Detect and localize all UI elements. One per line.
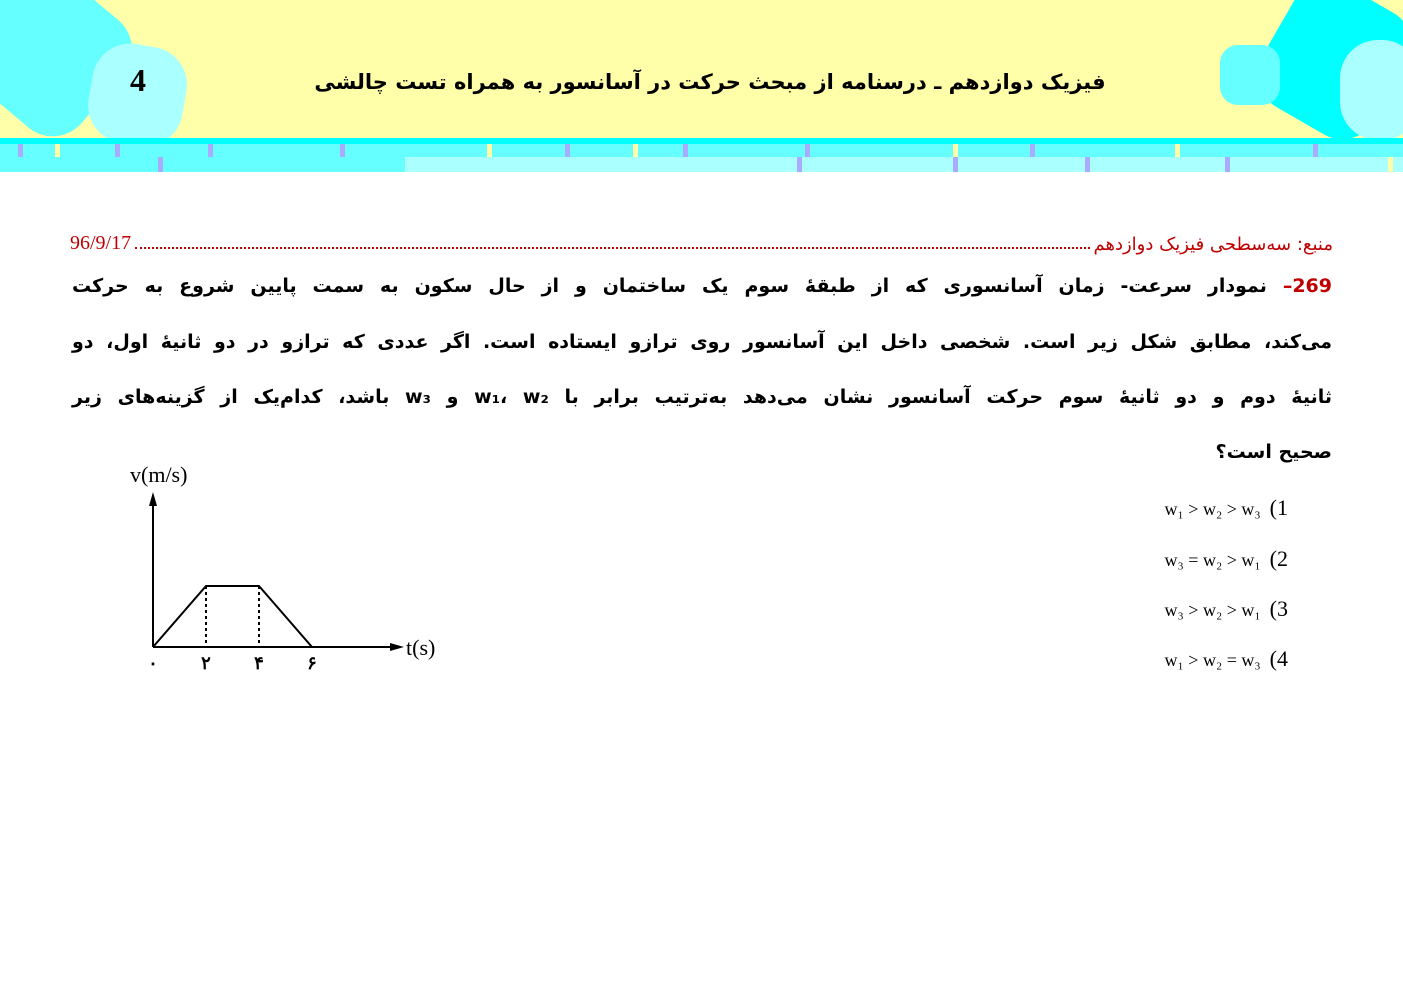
decor-shape <box>1220 45 1280 105</box>
decor-shape <box>1340 40 1403 140</box>
option-expr: w₁ > w₂ > w₃ <box>1164 499 1261 519</box>
question-line-3: ثانیهٔ دوم و دو ثانیهٔ سوم حرکت آسانسور نشان می‌دهد به‌ترتیب برابر با w₁، w₂ و w₃ باشد، کدام‌یک از گزینه‌های زیر <box>72 386 1332 408</box>
page-number: 4 <box>130 62 146 98</box>
option-1[interactable] <box>1156 495 1288 521</box>
header-strip <box>0 138 1403 172</box>
x-axis-arrow-icon <box>390 643 404 651</box>
option-number: (4 <box>1269 646 1288 671</box>
dotted-leader <box>135 246 1089 249</box>
option-expr: w₁ > w₂ = w₃ <box>1164 650 1261 670</box>
question-source <box>70 232 1333 255</box>
question-line-4: صحیح است؟ <box>1215 441 1332 463</box>
option-2[interactable] <box>1156 546 1288 572</box>
x-tick-label: ۰ <box>148 653 158 673</box>
velocity-time-graph <box>120 450 460 680</box>
question-line-2: می‌کند، مطابق شکل زیر است. شخصی داخل این آسانسور روی ترازو ایستاده است. اگر عددی که ترازو در دو ثانیهٔ اول، دو <box>72 331 1332 353</box>
x-tick-label: ۲ <box>201 653 211 673</box>
source-date: 96/9/17 <box>70 232 132 254</box>
question-number: 269– <box>1282 275 1332 297</box>
option-4[interactable] <box>1156 646 1288 672</box>
question-line-1 <box>72 275 1332 297</box>
page-header <box>0 0 1403 140</box>
y-axis-arrow-icon <box>149 492 157 506</box>
y-axis-label: v(m/s) <box>130 462 188 487</box>
question-text: نمودار سرعت- زمان آسانسوری که از طبقهٔ سوم یک ساختمان و از حال سکون به سمت پایین شروع به حرکت <box>72 275 1267 297</box>
x-tick-label: ۴ <box>254 653 264 673</box>
page-title: فیزیک دوازدهم ـ درسنامه از مبحث حرکت در آسانسور به همراه تست چالشی <box>314 70 1106 94</box>
velocity-line <box>153 586 312 647</box>
option-expr: w₃ > w₂ > w₁ <box>1164 600 1261 620</box>
source-label: منبع: سه‌سطحی فیزیک دوازدهم <box>1093 234 1333 255</box>
x-axis-label: t(s) <box>406 635 436 660</box>
option-number: (2 <box>1269 546 1288 571</box>
option-expr: w₃ = w₂ > w₁ <box>1164 550 1261 570</box>
option-number: (1 <box>1269 495 1288 520</box>
x-tick-label: ۶ <box>307 653 317 673</box>
option-number: (3 <box>1269 596 1288 621</box>
option-3[interactable] <box>1156 596 1288 622</box>
